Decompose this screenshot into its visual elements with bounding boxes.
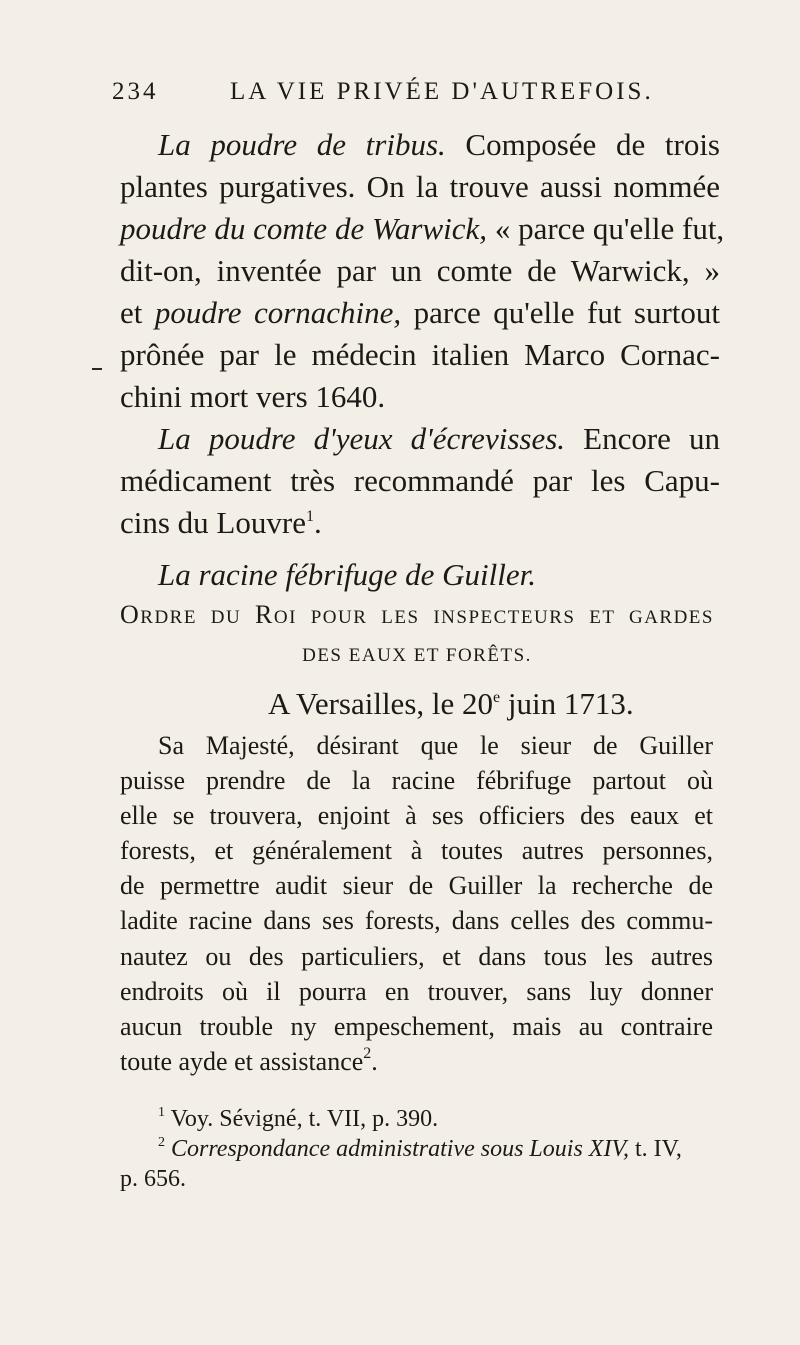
footnote: $^2$ Correspondance administrative sous Louis XIV, t. IV, — [158, 1135, 682, 1162]
text-line: ladite racine dans ses forests, dans celles des commu- — [120, 906, 713, 936]
page-number: 234 — [112, 78, 159, 105]
entries — [120, 124, 725, 596]
footnote-ref: 2 — [363, 1044, 372, 1062]
text-line: cins du Louvre$^1$. — [120, 505, 322, 540]
running-header — [112, 78, 654, 106]
text-line: poudre du comte de Warwick, « parce qu'elle fut, — [120, 211, 725, 246]
footnote-continuation: p. 656. — [120, 1166, 186, 1192]
running-title: LA VIE PRIVÉE D'AUTREFOIS. — [230, 78, 654, 105]
margin-mark — [92, 368, 102, 370]
text-line: endroits où il pourra en trouver, sans luy donner — [120, 976, 713, 1006]
section-heading: ORDRE DU ROI POUR LES INSPECTEURS ET GARDES DES EAUX ET FORÊTS. — [120, 600, 714, 666]
entry-title: La racine fébrifuge de Guiller. — [158, 557, 536, 592]
dateline: A Versailles, le 20e juin 1713. — [268, 686, 634, 721]
text-line — [120, 554, 720, 596]
text-line: puisse prendre de la racine fébrifuge partout où — [120, 766, 713, 796]
text-line: aucun trouble ny empeschement, mais au contraire — [120, 1011, 713, 1041]
decree-text — [120, 728, 713, 1079]
text-line: forests, et généralement à toutes autres personnes, — [120, 836, 713, 866]
text-line: nautez ou des particuliers, et dans tous les autres — [120, 941, 713, 971]
text-line: et poudre cornachine, parce qu'elle fut surtout — [120, 295, 721, 330]
text-line: La poudre d'yeux d'écrevisses. Encore un — [158, 421, 721, 456]
text-line: La poudre de tribus. Composée de trois — [158, 127, 720, 162]
text-line: elle se trouvera, enjoint à ses officiers des eaux et — [120, 801, 713, 831]
text-line: médicament très recommandé par les Capu- — [120, 463, 720, 498]
text-line: Sa Majesté, désirant que le sieur de Guiller — [158, 731, 713, 760]
text-line: dit-on, inventée par un comte de Warwick, » — [120, 253, 720, 288]
footnotes — [120, 1104, 715, 1194]
text-line: chini mort vers 1640. — [120, 379, 386, 414]
entry-title: La poudre d'yeux d'écrevisses. — [158, 421, 566, 456]
text-line: de permettre audit sieur de Guiller la recherche de — [120, 871, 713, 901]
footnote-ref: 1 — [305, 508, 314, 525]
footnote: $^1$ Voy. Sévigné, t. VII, p. 390. — [158, 1105, 439, 1132]
text-line: plantes purgatives. On la trouve aussi nommée — [120, 169, 720, 204]
text-line: toute ayde et assistance$^2$. — [120, 1044, 378, 1076]
text-line: prônée par le médecin italien Marco Cornac- — [120, 337, 720, 372]
entry-title: La poudre de tribus. — [158, 127, 446, 162]
